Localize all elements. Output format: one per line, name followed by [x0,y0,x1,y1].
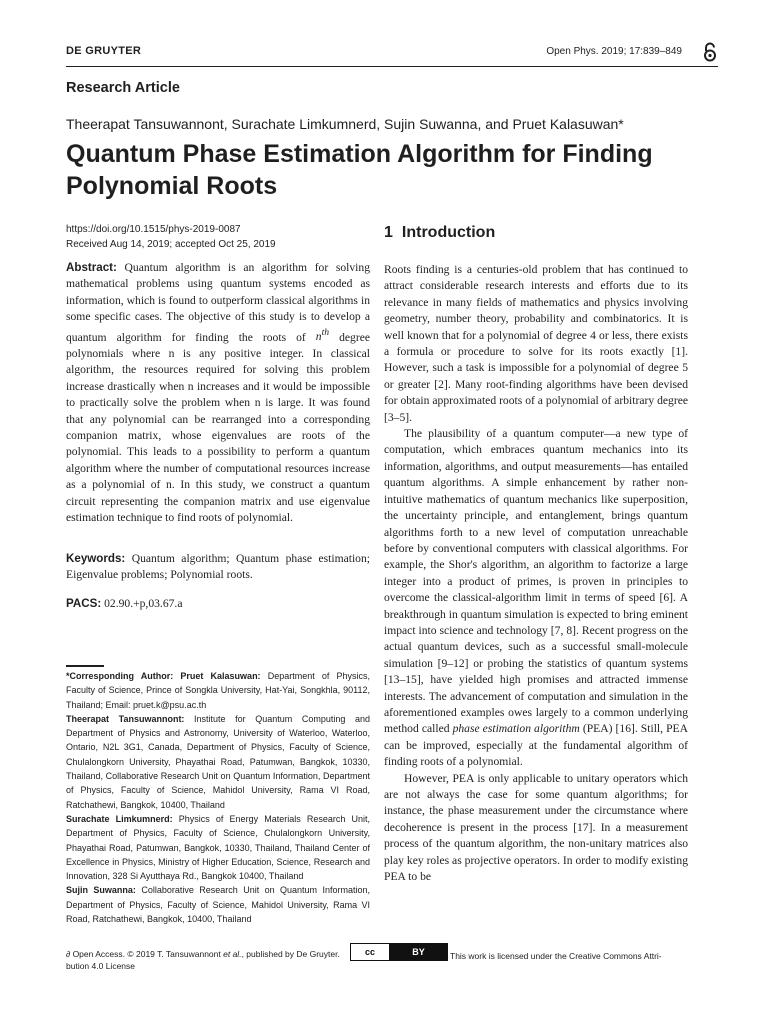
footer-text: , published by De Gruyter. [241,949,340,959]
open-access-lock-icon [702,42,718,62]
paragraph: However, PEA is only applicable to unitary operators which are not always the case for some quantum algorithms; for instance, the phase measurement under the circumstance where decoherence is present in the process [17]. In a measurement process of the quantum algorithm, the non-unitary matrices also play key roles as projective operators. In order to modify existing PEA to be [384,771,688,884]
emphasized-term: phase estimation algorithm [452,722,580,736]
pacs [66,596,370,612]
footnote-author-name: Sujin Suwanna: [66,885,136,896]
section-number: 1 [384,224,393,241]
pacs-text: 02.90.+p,03.67.a [101,597,183,610]
nth-superscript: th [321,327,330,339]
footnote-author-name: *Corresponding Author: Pruet Kalasuwan: [66,671,261,681]
license-statement: This work is licensed under the Creative Commons Attri- [450,951,662,961]
abstract-text: Quantum algorithm is an algorithm for solving mathematical problems using quantum systems encoded as information, which is found to outperform classical algorithms in some specific cases. The objective of this study is to develop a quantum algorithm for finding the roots of [66,261,370,344]
header-rule [66,66,718,67]
footnote-affiliation: Physics of Energy Materials Research Unit, Department of Physics, Faculty of Science, Chulalongkorn University, Phayathai Road, Patumwan, Bangkok, 10330, Thailand, Thailand Center of Excellence in Physics, Ministry of Higher Education, Science, Research and Innovation, 328 Si Ayutthaya Rd., Bangkok 10400, Thailand [66,813,370,882]
introduction-body [384,262,688,885]
article-title: Quantum Phase Estimation Algorithm for Finding Polynomial Roots [66,140,653,200]
footnote-author-name: Theerapat Tansuwannont: [66,713,185,724]
footnote-affiliation: Collaborative Research Unit on Quantum Information, Department of Physics, Faculty of Science, Mahidol University, Rama VI Road, Ratchathewi, Bangkok, 10400, Thailand [66,885,370,925]
abstract-label: Abstract: [66,261,117,274]
article-type: Research Article [66,80,180,96]
cc-icon: cc [351,944,390,960]
received-dates: Received Aug 14, 2019; accepted Oct 25, 2019 [66,239,276,250]
author-footnotes [66,669,370,926]
footnote-affiliation: Institute for Quantum Computing and Department of Physics and Astronomy, University of Waterloo, Waterloo, Ontario, N2L 3G1, Canada, Department of Physics, Faculty of Science, Chulalongkorn University, Phayathai Road, Patumwan, Bangkok, 10330, Thailand, Collaborative Research Unit on Quantum Information, Department of Physics, Faculty of Science, Mahidol University, Rama VI Road, Ratchathewi, Bangkok, 10400, Thailand [66,713,370,810]
footnote-corresponding [66,669,370,712]
footer-text: bution 4.0 License [66,961,135,971]
pacs-label: PACS: [66,597,102,610]
nth-math [315,327,330,344]
footnote-affiliation: Department of Physics, Faculty of Science, Prince of Songkla University, Hat-Yai, Songkhla, 90112, Thailand; Email: pruet.k@psu.ac.th [66,671,370,710]
nth-base: n [315,330,322,344]
footer-text-italic: et al. [223,949,242,959]
paragraph-text: (PEA) [16]. Still, PEA can be improved, especially at the fundamental algorithm of finding roots of a polynomial. [384,722,689,769]
doi-block [66,222,276,252]
abstract [66,260,370,526]
section-heading [384,224,688,242]
open-access-icon: ∂ [66,949,71,959]
keywords-text: Quantum algorithm; Quantum phase estimation; Eigenvalue problems; Polynomial roots. [66,552,370,582]
cc-by-license-badge[interactable] [350,943,448,961]
footnote-rule [66,665,104,667]
section-title: Introduction [401,224,496,241]
footnote-author [66,712,370,812]
paragraph-text: The plausibility of a quantum computer—a new type of computation, which embraces quantum mechanics into its information, algorithms, and output measurements—has entailed quantum algorithms. A simple enhancement by rather non-intuitive mathematics of quantum mechanics like superposition, the uncertainty principle, and entanglement, brings quantum algorithms forth to a new level of computation unreachable before by conventional computers with classical algorithms. For example, the Shor's algorithm, an algorithm to factorize a large integer into a product of primes, is proven in principles to overcome the classical-algorithm limit in terms of speed [6]. A breakthrough in quantum simulation is expected to bring eminent impact into science and technology [7, 8]. Recent progress on the actual quantum devices, such as a successful small-molecule simulation [9–12] or probing the statistics of quantum systems [13–15], have yielded high promises and attracted immense interests. The advancement of computation and simulation in the aforementioned examples owes largely to a common underlying method called [384,427,688,736]
open-access-notice [66,948,348,972]
paragraph [384,426,688,771]
doi-link[interactable]: https://doi.org/10.1515/phys-2019-0087 [66,224,241,235]
paragraph: Roots finding is a centuries-old problem that has continued to attract considerable research interests and efforts due to its relevance in many fields of mathematics and physics involving geometry, number theory, probability and combinatorics. It is well known that for a polynomial of degree 4 or less, there exists a formula or procedure to solve for its roots exactly [1]. However, such a task is impossible for a polynomial of degree 5 or greater [2]. Many root-finding algorithms have been devised for obtain approximated roots of a polynomial of arbitrary degree [3–5]. [384,263,688,424]
by-label: BY [390,944,447,960]
journal-reference: Open Phys. 2019; 17:839–849 [546,46,682,57]
footer-text: Open Access. © 2019 T. Tansuwannont [70,949,224,959]
footnote-author [66,883,370,926]
publisher-name: DE GRUYTER [66,45,142,57]
keywords [66,551,370,584]
footnote-author-name: Surachate Limkumnerd: [66,813,173,824]
keywords-label: Keywords: [66,552,126,565]
footnote-author [66,812,370,883]
abstract-text-cont: degree polynomials where n is any positive integer. In classical algorithm, the resources required for solving this problem increase drastically when n increases and it would be impossible to practically solve the problem when n is large. It was found that any polynomial can be rearranged into a corresponding companion matrix, whose eigenvalues are roots of the polynomial. This leads to a possibility to perform a quantum algorithm where the number of computational resources increase as a polynomial of n. In this study, we construct a quantum circuit representing the companion matrix and use eigenvalue estimation technique to find roots of polynomial. [66,330,370,524]
author-list: Theerapat Tansuwannont, Surachate Limkumnerd, Sujin Suwanna, and Pruet Kalasuwan* [66,116,624,132]
